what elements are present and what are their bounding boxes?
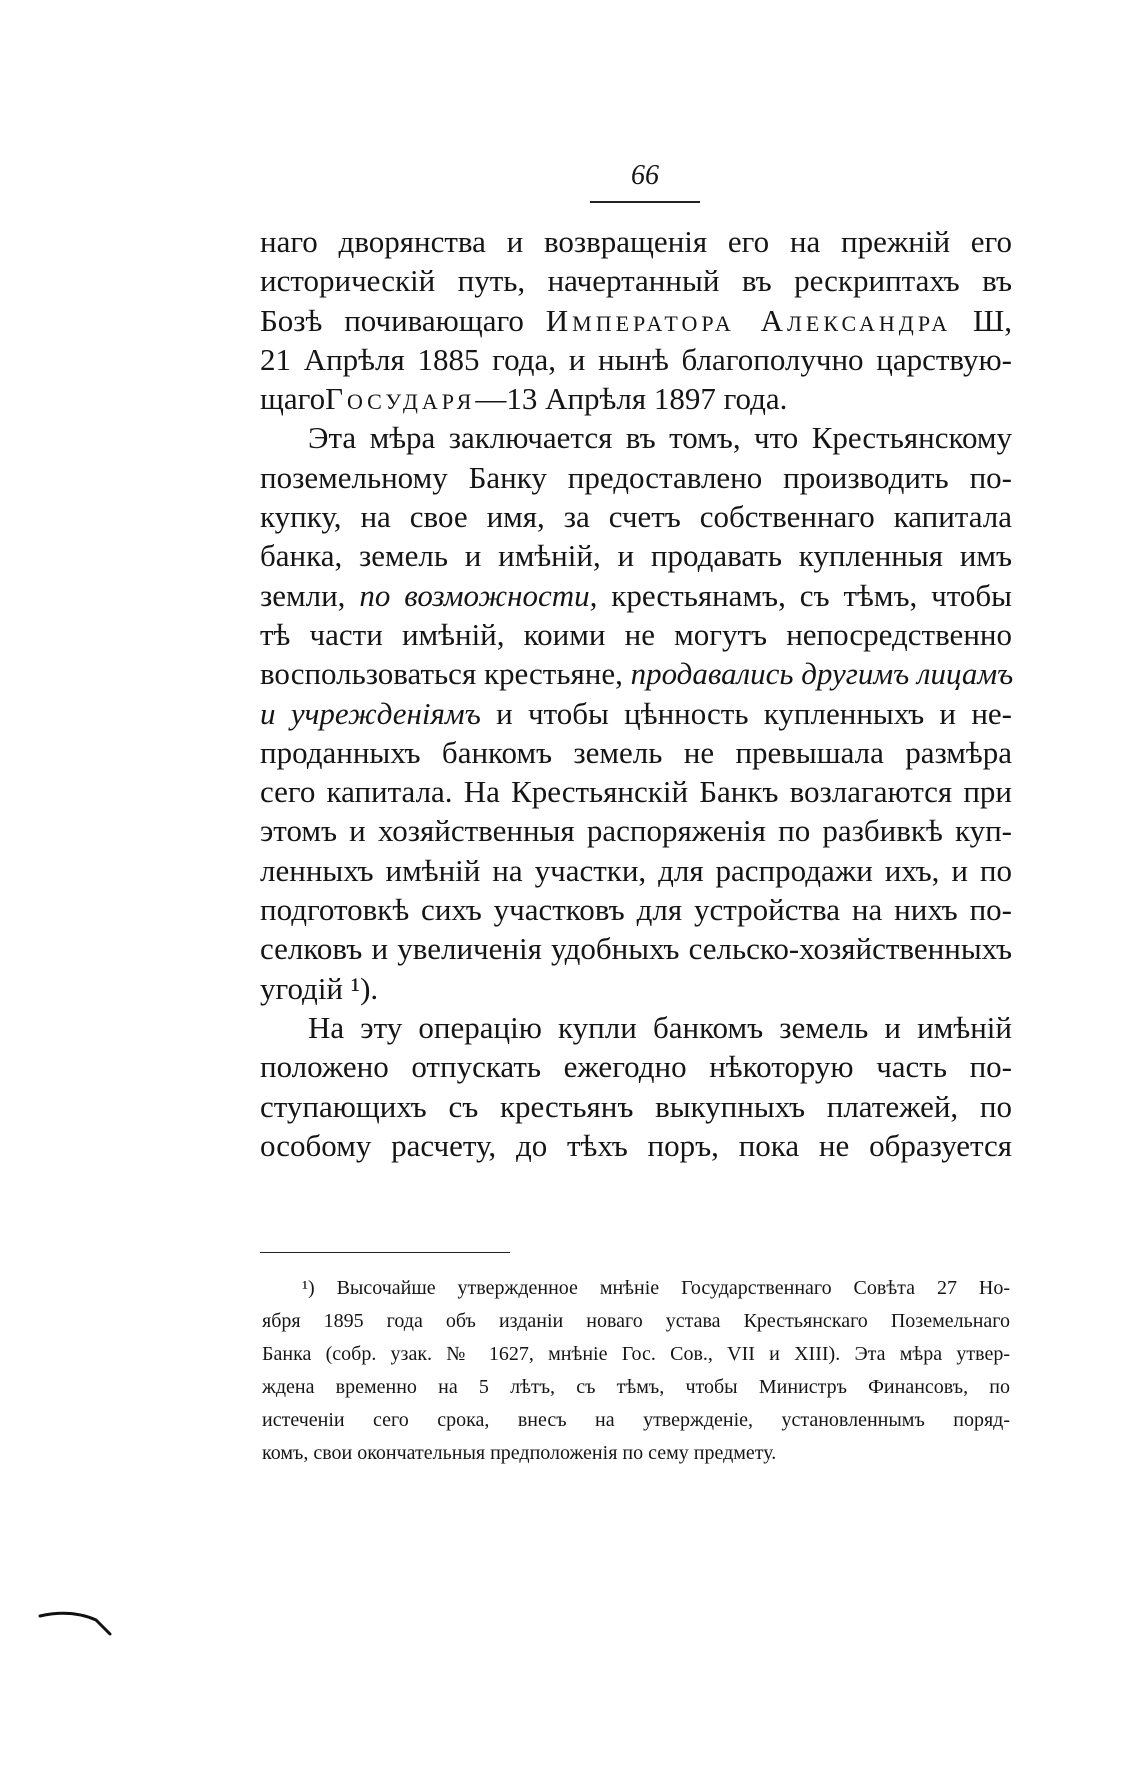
footnote-divider — [260, 1252, 510, 1253]
body-line: селковъ и увеличенія удобныхъ сельско-хозяйственныхъ — [260, 931, 1012, 967]
emphasis: по возможности, — [359, 577, 598, 613]
body-line: поземельному Банку предоставлено производить по- — [260, 459, 1012, 495]
body-line: особому расчету, до тѣхъ поръ, пока не образуется — [260, 1127, 1012, 1163]
body-line: сего капитала. На Крестьянскій Банкъ возлагаются при — [260, 774, 1012, 810]
body-line: ступающихъ съ крестьянъ выкупныхъ платежей, по — [260, 1088, 1012, 1124]
body-line: Бозѣ почивающаго Императора Александра Ш, — [260, 302, 1012, 338]
body-line: проданныхъ банкомъ земель не превышала размѣра — [260, 734, 1012, 770]
body-line: банка, земель и имѣній, и продавать купленныя имъ — [260, 538, 1012, 574]
footnote — [262, 1272, 1010, 1470]
footnote-line: комъ, свои окончательныя предположенія по сему предмету. — [262, 1442, 777, 1464]
body-text — [260, 222, 1012, 1165]
body-line: подготовкѣ сихъ участковъ для устройства на нихъ по- — [260, 892, 1012, 928]
body-line: и учрежденіямъ и чтобы цѣнность купленныхъ и не- — [260, 695, 1012, 731]
body-line: угодій ¹). — [260, 970, 379, 1006]
body-line: наго дворянства и возвращенія его на прежній его — [260, 224, 1012, 259]
emphasis: и учрежденіямъ — [260, 695, 481, 731]
footnote-line: Банка (собр. узак. № 1627, мнѣніе Гос. Сов., VII и XIII). Эта мѣра утвер- — [262, 1343, 1010, 1365]
body-line: этомъ и хозяйственныя распоряженія по разбивкѣ куп- — [260, 813, 1012, 849]
body-line: положено отпускать ежегодно нѣкоторую часть по- — [260, 1049, 1012, 1085]
body-line: историческій путь, начертанный въ рескриптахъ въ — [260, 263, 1012, 299]
emphasis: продавались другимъ лицамъ — [630, 656, 1014, 692]
pen-stroke-mark — [38, 1608, 118, 1648]
body-line: На эту операцію купли банкомъ земель и имѣній — [308, 1009, 1012, 1045]
body-line: Эта мѣра заключается въ томъ, что Крестьянскому — [308, 420, 1012, 456]
body-line: купку, на свое имя, за счетъ собственнаго капитала — [260, 499, 1012, 535]
footnote-line: ждена временно на 5 лѣтъ, съ тѣмъ, чтобы Министръ Финансовъ, по — [262, 1376, 1010, 1398]
body-line: ленныхъ имѣній на участки, для распродажи ихъ, и по — [260, 852, 1012, 888]
body-line: щагоГосударя—13 Апрѣля 1897 года. — [260, 381, 788, 417]
body-line: воспользоваться крестьяне, продавались другимъ лицамъ — [260, 656, 1014, 692]
page-number: 66 — [631, 160, 659, 191]
emperor-name: Императора Александра — [545, 302, 952, 338]
footnote-line: ября 1895 года объ изданіи новаго устава Крестьянскаго Поземельнаго — [262, 1310, 1010, 1332]
body-line: земли, по возможности, крестьянамъ, съ тѣмъ, чтобы — [260, 577, 1012, 613]
sovereign-title: Государя — [325, 381, 476, 417]
body-line: тѣ части имѣній, коими не могутъ непосредственно — [260, 616, 1012, 652]
footnote-line: истеченіи сего срока, внесъ на утвержденіе, установленнымъ поряд- — [262, 1409, 1010, 1431]
page-number-rule — [590, 201, 700, 203]
footnote-line: ¹) Высочайше утвержденное мнѣніе Государственнаго Совѣта 27 Но- — [302, 1277, 1010, 1299]
body-line: 21 Апрѣля 1885 года, и нынѣ благополучно царствую- — [260, 341, 1012, 377]
